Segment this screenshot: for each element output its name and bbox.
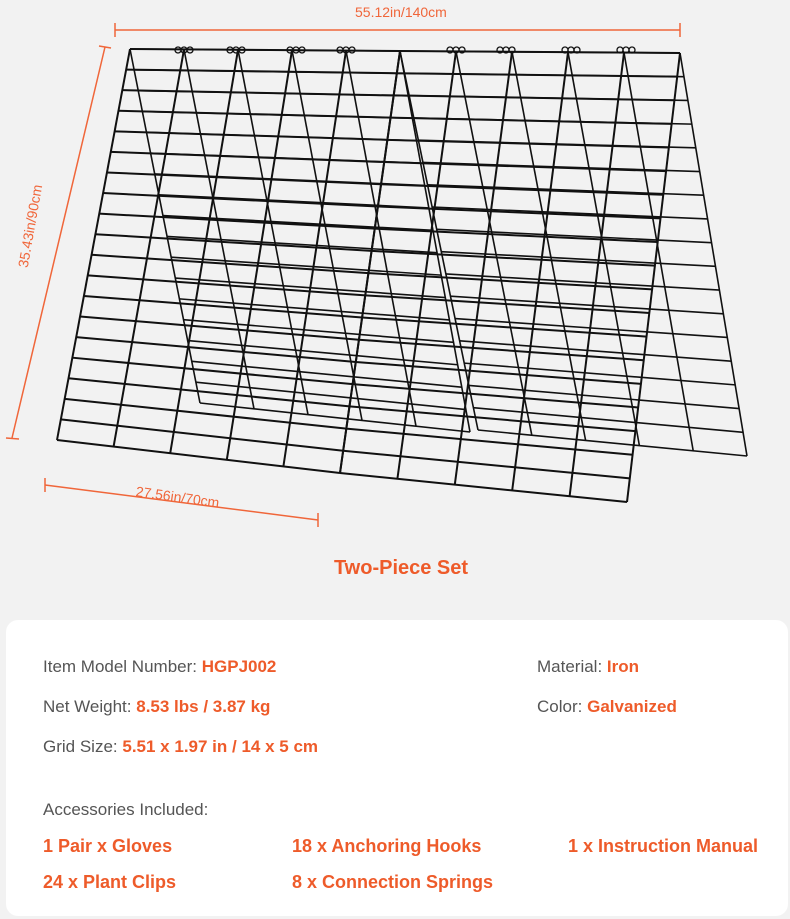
trellis-wire — [95, 234, 371, 251]
accessory-item: 8 x Connection Springs — [292, 872, 494, 892]
accessory-item: 1 Pair x Gloves — [43, 836, 173, 856]
trellis-wire — [80, 317, 359, 340]
width-dimension-label: 55.12in/140cm — [355, 4, 447, 20]
model-number-spec — [43, 657, 276, 677]
accessory-item: 24 x Plant Clips — [43, 872, 177, 892]
trellis-wire — [126, 70, 397, 74]
trellis-wire — [381, 184, 663, 195]
trellis-wire — [171, 257, 441, 275]
weight-label: Net Weight: — [43, 697, 132, 716]
model-number-value: HGPJ002 — [201, 657, 277, 676]
trellis-wire — [460, 341, 732, 361]
panel-width-dimension-label: 27.56in/70cm — [134, 483, 221, 511]
trellis-wire — [441, 252, 715, 267]
trellis-wire — [167, 236, 437, 252]
model-number-label: Item Model Number: — [43, 657, 197, 676]
trellis-wire — [400, 51, 680, 53]
trellis-wire — [107, 172, 381, 184]
trellis-wire — [88, 275, 366, 295]
trellis-grid — [57, 47, 747, 502]
trellis-wire — [72, 358, 352, 384]
grid-size-spec — [43, 737, 318, 757]
grid-size-value: 5.51 x 1.97 in / 14 x 5 cm — [122, 737, 319, 756]
trellis-wire — [391, 118, 672, 124]
color-label: Color: — [537, 697, 583, 716]
trellis-wire — [92, 255, 369, 273]
trellis-wire — [130, 49, 400, 51]
trellis-wire — [84, 296, 362, 318]
trellis-wire — [69, 378, 350, 406]
trellis-wire — [115, 131, 388, 140]
trellis-wire — [346, 51, 416, 427]
trellis-wire — [372, 251, 655, 266]
material-spec — [537, 657, 639, 677]
trellis-wire — [400, 51, 470, 432]
trellis-wire — [99, 214, 374, 229]
trellis-wire — [512, 52, 586, 441]
height-dimension-label: 35.43in/90cm — [14, 183, 46, 269]
trellis-wire — [283, 51, 346, 467]
trellis-wire — [428, 185, 704, 195]
color-spec — [537, 697, 677, 717]
trellis-wire — [450, 296, 723, 314]
trellis-wire — [627, 53, 680, 502]
trellis-wire — [292, 50, 362, 420]
spec-card — [6, 620, 788, 916]
trellis-wire — [192, 361, 462, 387]
trellis-wire — [624, 53, 693, 451]
trellis-wire — [118, 111, 390, 118]
trellis-wire — [163, 216, 433, 231]
trellis-wire — [375, 229, 658, 242]
material-value: Iron — [606, 657, 640, 676]
trellis-wire — [437, 229, 712, 242]
trellis-wire — [346, 429, 632, 455]
trellis-wire — [378, 206, 661, 218]
weight-value: 8.53 lbs / 3.87 kg — [136, 697, 271, 716]
trellis-wire — [680, 53, 747, 456]
weight-spec — [43, 697, 270, 717]
trellis-wire — [130, 49, 200, 403]
grid-size-label: Grid Size: — [43, 737, 118, 756]
trellis-wire — [568, 52, 639, 445]
trellis-wire — [397, 73, 677, 76]
trellis-wire — [238, 50, 308, 415]
trellis-wire — [179, 299, 449, 320]
trellis-wire — [76, 337, 356, 362]
trellis-wire — [343, 451, 630, 479]
trellis-wire — [432, 207, 707, 219]
accessories-title: Accessories Included: — [43, 800, 209, 819]
trellis-wire — [103, 193, 378, 206]
color-value: Galvanized — [587, 697, 677, 716]
trellis-wire — [384, 162, 666, 171]
material-label: Material: — [537, 657, 603, 676]
trellis-wire — [446, 274, 720, 290]
set-title: Two-Piece Set — [333, 557, 469, 579]
trellis-wire — [362, 318, 646, 337]
trellis-wire — [340, 473, 627, 502]
trellis-wire — [184, 320, 454, 343]
accessory-item: 1 x Instruction Manual — [568, 836, 759, 856]
accessory-item: 18 x Anchoring Hooks — [292, 836, 482, 856]
